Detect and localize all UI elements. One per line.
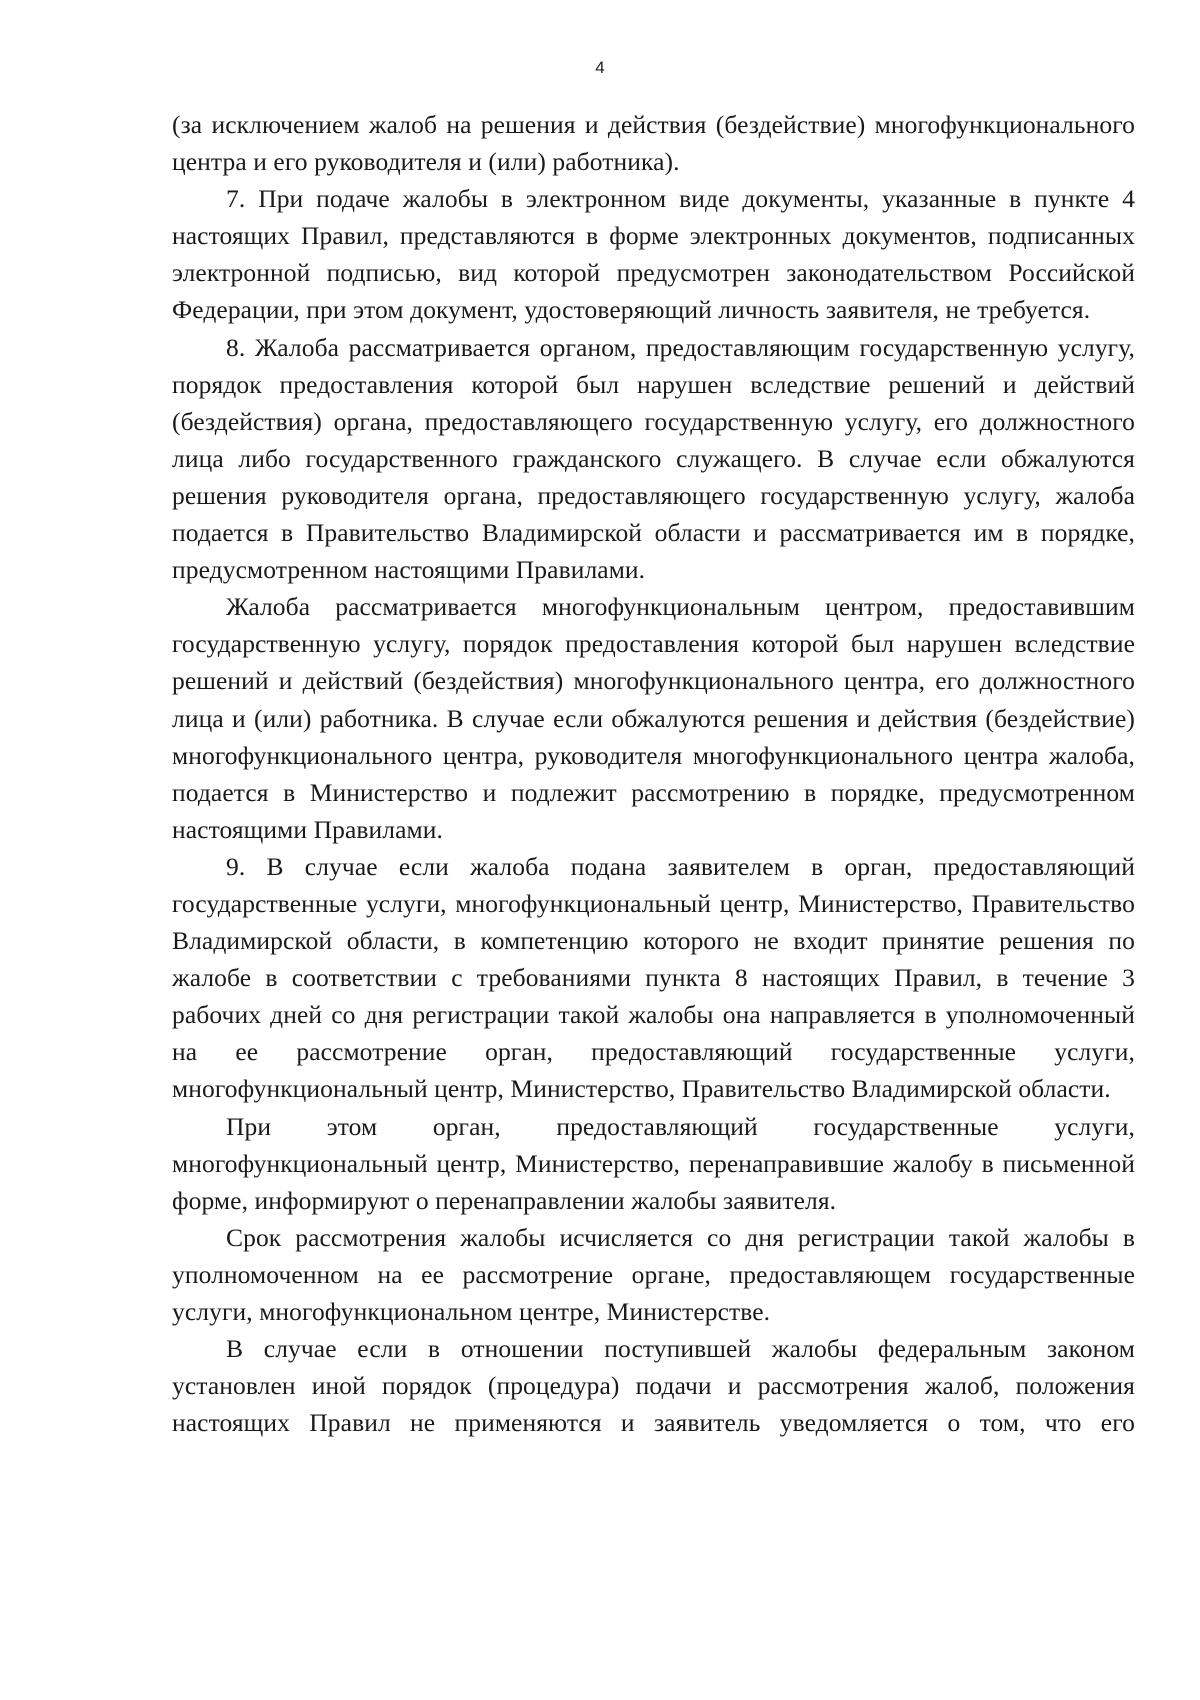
paragraph-federal-law: В случае если в отношении поступившей жалобы федеральным законом установлен иной порядок (процедура) подачи и рассмотрения жалоб, положения настоящих Правил не применяются и заявитель уведомляется о том, что его <box>172 1334 1135 1438</box>
document-body <box>172 106 1135 1441</box>
paragraph-continuation: (за исключением жалоб на решения и действия (бездействие) многофункционального центра и его руководителя и (или) работника). <box>172 110 1135 177</box>
paragraph-item-7: 7. При подаче жалобы в электронном виде документы, указанные в пункте 4 настоящих Правил, представляются в форме электронных документов, подписанных электронной подписью, вид которой предусмотрен законодательством Российской Федерации, при этом документ, удостоверяющий личность заявителя, не требуется. <box>172 184 1135 325</box>
paragraph-redirect-notice: При этом орган, предоставляющий государственные услуги, многофункциональный центр, Министерство, перенаправившие жалобу в письменной форме, информируют о перенаправлении жалобы заявителя. <box>172 1111 1135 1215</box>
paragraph-item-9: 9. В случае если жалоба подана заявителем в орган, предоставляющий государственные услуги, многофункциональный центр, Министерство, Правительство Владимирской области, в компетенцию которого не входит принятие решения по жалобе в соответствии с требованиями пункта 8 настоящих Правил, в течение 3 рабочих дней со дня регистрации такой жалобы она направляется в уполномоченный на ее рассмотрение орган, предоставляющий государственные услуги, многофункциональный центр, Министерство, Правительство Владимирской области. <box>172 851 1135 1104</box>
paragraph-item-8: 8. Жалоба рассматривается органом, предоставляющим государственную услугу, порядок предоставления которой был нарушен вследствие решений и действий (бездействия) органа, предоставляющего государственную услугу, его должностного лица либо государственного гражданского служащего. В случае если обжалуются решения руководителя органа, предоставляющего государственную услугу, жалоба подается в Правительство Владимирской области и рассматривается им в порядке, предусмотренном настоящими Правилами. <box>172 332 1135 585</box>
page-number: 4 <box>595 58 605 77</box>
paragraph-review-term: Срок рассмотрения жалобы исчисляется со дня регистрации такой жалобы в уполномоченном на ее рассмотрение органе, предоставляющем государственные услуги, многофункциональном центре, Министерстве. <box>172 1222 1135 1326</box>
paragraph-mfc-complaint: Жалоба рассматривается многофункциональным центром, предоставившим государственную услугу, порядок предоставления которой был нарушен вследствие решений и действий (бездействия) многофункционального центра, его должностного лица и (или) работника. В случае если обжалуются решения и действия (бездействие) многофункционального центра, руководителя многофункционального центра жалоба, подается в Министерство и подлежит рассмотрению в порядке, предусмотренном настоящими Правилами. <box>172 592 1135 844</box>
